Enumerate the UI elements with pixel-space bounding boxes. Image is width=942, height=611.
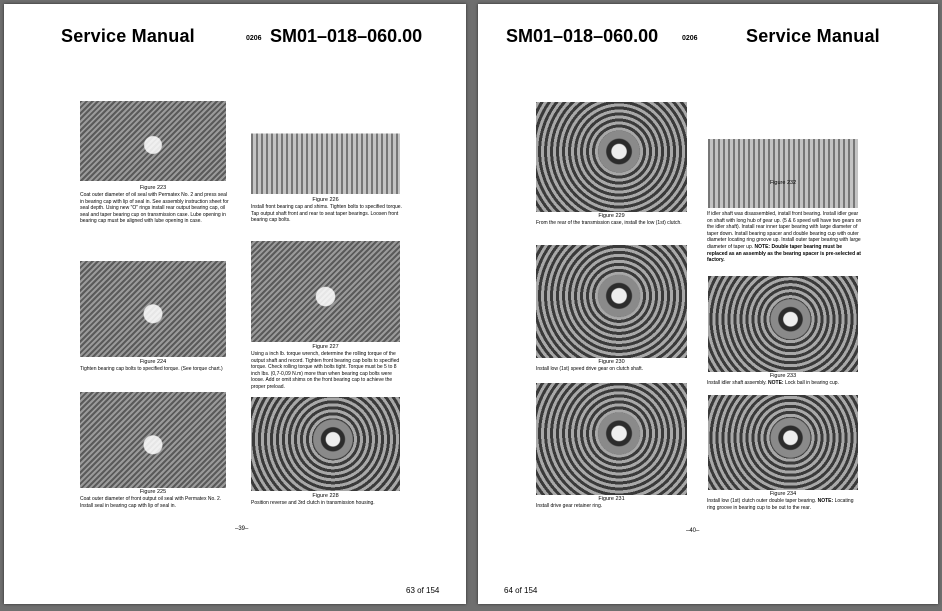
figure-234-caption-note: NOTE: bbox=[817, 498, 834, 504]
page-header-code: 0206 bbox=[682, 35, 698, 42]
figure-230-label: Figure 230 bbox=[598, 359, 625, 365]
figure-228-photo bbox=[251, 397, 400, 491]
figure-234-label: Figure 234 bbox=[769, 491, 797, 497]
figure-234-caption-text: Install low (1st) clutch outer double taper bearing. bbox=[707, 498, 817, 504]
figure-224-caption: Tighten bearing cap bolts to specified torque. (See torque chart.) bbox=[80, 366, 223, 372]
figure-224-photo bbox=[80, 261, 226, 357]
figure-227-caption: Using a inch lb. torque wrench, determine the rolling torque of the output shaft and record. Tighten front bearing cap bolts to specified torque. Check rolling torque with bolts tight. Torque must be 5 to 8 inch lbs. (0,7-0,09 N.m) more than when bearing cap bolts were loose. Add or omit shims on the front bearing cap to achieve the proper preload. bbox=[251, 351, 400, 390]
figure-223-caption: Coat outer diameter of oil seal with Permatex No. 2 and press seal in bearing cap with lip of seal in. See assembly instruction sheet for seal depth. Using new "O" rings install rear output bearing cap, oil seal and taper bearing cup on transmission case. Lube opening in bearing cap must be aligned with lube opening in case. bbox=[80, 192, 229, 225]
page-header-doc-number: SM01–018–060.00 bbox=[270, 26, 423, 46]
figure-233-caption-text: Install idler shaft assembly. bbox=[707, 380, 767, 386]
page-number: –40– bbox=[686, 528, 700, 534]
figure-229-caption: From the rear of the transmission case, install the low (1st) clutch. bbox=[536, 220, 682, 226]
page-count: 63 of 154 bbox=[406, 586, 440, 595]
figure-226-photo bbox=[251, 101, 400, 194]
figure-232-caption-note: NOTE: Double taper bearing must be replaced as an assembly as the bearing spacer is pre-selected at factory. bbox=[707, 243, 861, 264]
figure-225-caption: Coat outer diameter of front output oil seal with Permatex No. 2. Install seal in bearing cap with lip of seal in. bbox=[80, 496, 222, 509]
figure-233-photo bbox=[708, 276, 858, 372]
page-count: 64 of 154 bbox=[504, 586, 538, 595]
figure-226-caption: Install front bearing cap and shims. Tighten bolts to specified torque. Tap output shaft front and rear to seat taper bearings. Loosen front bearing cap bolts. bbox=[251, 204, 402, 224]
page-header-title: Service Manual bbox=[61, 26, 195, 46]
figure-225-photo bbox=[80, 392, 226, 488]
figure-231-label: Figure 231 bbox=[598, 496, 625, 502]
figure-230-caption: Install low (1st) speed drive gear on clutch shaft. bbox=[536, 366, 643, 372]
figure-226-label: Figure 226 bbox=[312, 197, 339, 203]
figure-229-photo bbox=[536, 102, 687, 212]
figure-223-label: Figure 223 bbox=[139, 185, 167, 191]
figure-228-caption: Position reverse and 3rd clutch in transmission housing. bbox=[251, 500, 375, 506]
figure-233-label: Figure 233 bbox=[769, 373, 797, 379]
figure-227-photo bbox=[251, 241, 400, 342]
figure-232-photo bbox=[708, 102, 858, 208]
figure-232-label: Figure 232 bbox=[769, 180, 797, 186]
figure-234-caption bbox=[707, 498, 862, 511]
figure-230-photo bbox=[536, 245, 687, 358]
figure-233-caption-note: NOTE: bbox=[768, 380, 784, 386]
figure-232-caption bbox=[707, 211, 862, 264]
manual-page-left bbox=[4, 4, 466, 604]
manual-page-right bbox=[478, 4, 938, 604]
figure-227-label: Figure 227 bbox=[312, 344, 339, 350]
figure-224-label: Figure 224 bbox=[139, 359, 167, 365]
page-header-title: Service Manual bbox=[746, 26, 880, 46]
figure-231-caption: Install drive gear retainer ring. bbox=[536, 503, 603, 509]
figure-232-caption-text: If idler shaft was disassembled, install front bearing. Install idler gear on shaft with long hub of gear up. (5 & 6 speed will have two gears on the idler shaft). Install rear inner taper bearing with large diameter of taper down. Install bearing spacer and double bearing cup with outer diameter locating ring groove up. Install outer taper bearing with large diameter of taper up. bbox=[707, 211, 862, 250]
figure-228-label: Figure 228 bbox=[312, 493, 339, 499]
figure-233-caption bbox=[707, 380, 862, 387]
figure-229-label: Figure 229 bbox=[598, 213, 625, 219]
figure-225-label: Figure 225 bbox=[139, 489, 167, 495]
figure-234-caption-text2: Locating ring groove in bearing cup to be out to the rear. bbox=[707, 498, 854, 511]
figure-234-photo bbox=[708, 395, 858, 490]
page-header-code: 0206 bbox=[246, 35, 262, 42]
figure-233-caption-text2: Lock ball in bearing cup. bbox=[785, 380, 839, 386]
figure-223-photo bbox=[80, 101, 226, 181]
figure-231-photo bbox=[536, 383, 687, 495]
page-number: –39– bbox=[235, 526, 249, 532]
page-header-doc-number: SM01–018–060.00 bbox=[506, 26, 659, 46]
